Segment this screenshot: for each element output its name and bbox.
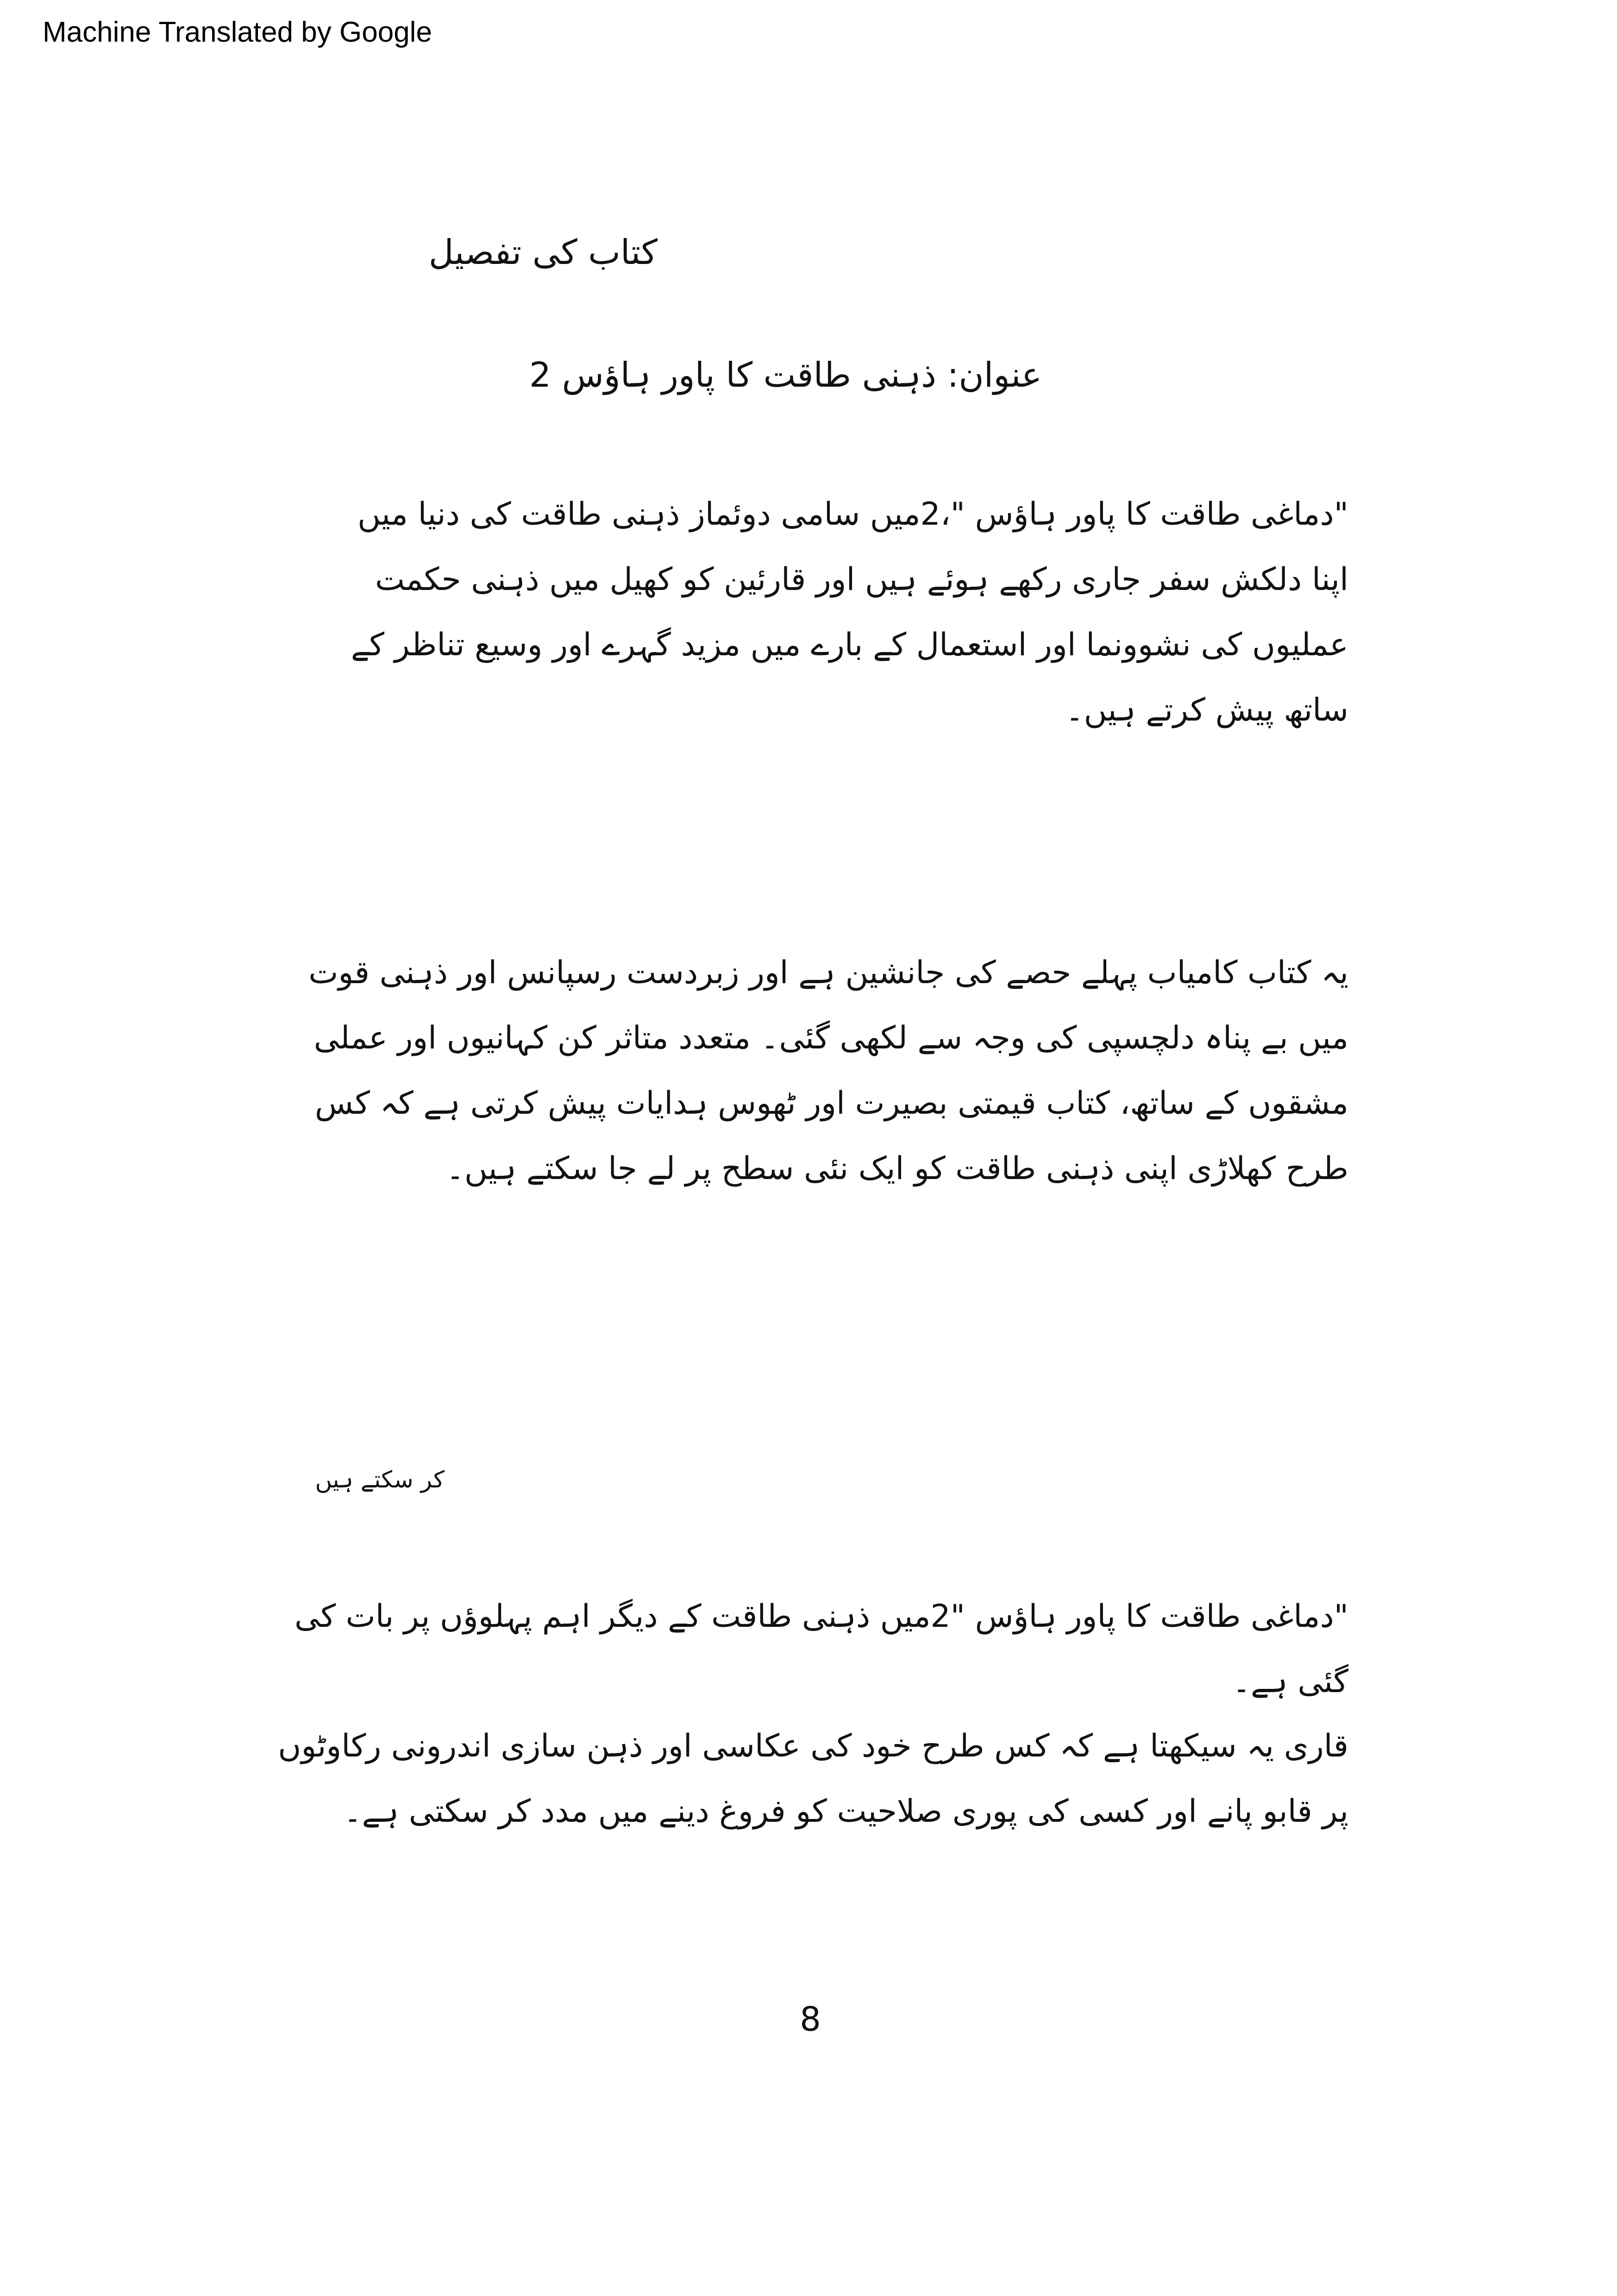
paragraph-intro bbox=[260, 482, 1348, 743]
text-line: میں بے پناہ دلچسپی کی وجہ سے لکھی گئی۔ متعدد متاثر کن کہانیوں اور عملی bbox=[313, 1020, 1348, 1056]
text-line: "دماغی طاقت کا پاور ہاؤس "،2میں سامی دوئماز ذہنی طاقت کی دنیا میں bbox=[357, 496, 1348, 533]
paragraph-aspects bbox=[260, 1584, 1348, 1714]
text-line: قاری یہ سیکھتا ہے کہ کس طرح خود کی عکاسی اور ذہن سازی اندرونی رکاوٹوں bbox=[278, 1728, 1348, 1764]
paragraph-successor bbox=[260, 940, 1348, 1201]
page-number: 8 bbox=[800, 2000, 821, 2039]
paragraph-reader bbox=[260, 1713, 1348, 1844]
small-note: کر سکتے ہیں bbox=[315, 1466, 445, 1493]
text-line: "دماغی طاقت کا پاور ہاؤس "2میں ذہنی طاقت کے دیگر اہم پہلوؤں پر بات کی bbox=[294, 1598, 1348, 1635]
text-line: طرح کھلاڑی اپنی ذہنی طاقت کو ایک نئی سطح پر لے جا سکتے ہیں۔ bbox=[446, 1150, 1348, 1187]
text-line: عملیوں کی نشوونما اور استعمال کے بارے میں مزید گہرے اور وسیع تناظر کے bbox=[351, 627, 1348, 663]
text-line: ساتھ پیش کرتے ہیں۔ bbox=[1065, 692, 1348, 728]
machine-translation-banner: Machine Translated by Google bbox=[43, 16, 432, 48]
text-line: مشقوں کے ساتھ، کتاب قیمتی بصیرت اور ٹھوس ہدایات پیش کرتی ہے کہ کس bbox=[314, 1085, 1348, 1122]
text-line: اپنا دلکش سفر جاری رکھے ہوئے ہیں اور قارئین کو کھیل میں ذہنی حکمت bbox=[375, 561, 1348, 598]
text-line: گئی ہے۔ bbox=[1232, 1663, 1348, 1700]
book-title: عنوان: ذہنی طاقت کا پاور ہاؤس 2 bbox=[529, 355, 1042, 395]
section-heading: کتاب کی تفصیل bbox=[428, 232, 658, 272]
text-line: یہ کتاب کامیاب پہلے حصے کی جانشین ہے اور زبردست رسپانس اور ذہنی قوت bbox=[308, 954, 1348, 991]
text-line: پر قابو پانے اور کسی کی پوری صلاحیت کو فروغ دینے میں مدد کر سکتی ہے۔ bbox=[343, 1793, 1348, 1830]
